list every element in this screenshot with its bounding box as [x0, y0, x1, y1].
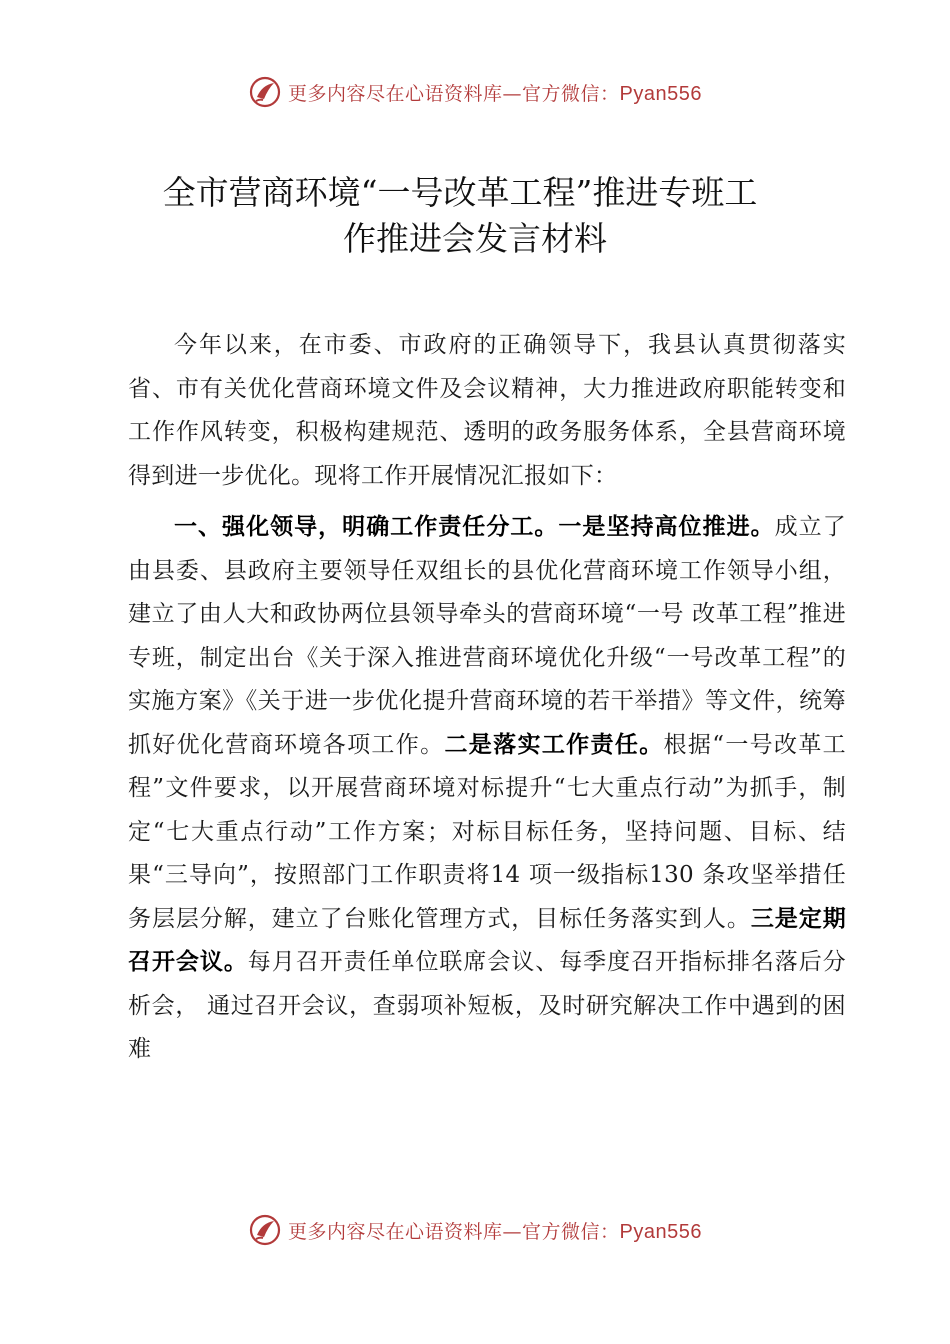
watermark-text: 更多内容尽在心语资料库—官方微信：Pyan556 [288, 1220, 702, 1243]
point-1-text: 成立了由县委、县政府主要领导任双组长的县优化营商环境工作领导小组，建立了由人大和政协两位县领导牵头的营商环境“一号 改革工程”推进专班，制定出台《关于深入推进营商环境优化升级“一号改革工程”的实施方案》《关于进一步优化提升营商环境的若干举措》等文件，统筹抓好优化营商环境各项工作。 [128, 514, 846, 758]
point-3-text: 每月召开责任单位联席会议、每季度召开指标排名落后分析会， 通过召开会议，查弱项补短板，及时研究解决工作中遇到的困难 [128, 949, 847, 1062]
watermark-banner-bottom [0, 1210, 950, 1250]
watermark-text: 更多内容尽在心语资料库—官方微信：Pyan556 [288, 82, 702, 105]
document-title [0, 170, 950, 262]
watermark-banner-top [0, 72, 950, 112]
intro-paragraph: 今年以来，在市委、市政府的正确领导下，我县认真贯彻落实省、市有关优化营商环境文件及会议精神，大力推进政府职能转变和工作作风转变，积极构建规范、透明的政务服务体系，全县营商环境得到进一步优化。现将工作开展情况汇报如下： [128, 332, 846, 489]
point-2-text: 根据“一号改革工程”文件要求，以开展营商环境对标提升“七大重点行动”为抓手，制定“七大重点行动”工作方案；对标目标任务，坚持问题、目标、结果“三导向”，按照部门工作职责将14 项一级指标130 条攻坚举措任务层层分解，建立了台账化管理方式，目标任务落实到人。 [128, 731, 846, 932]
point-1-heading: 一是坚持高位推进。 [558, 514, 775, 540]
point-2-heading: 二是落实工作责任。 [444, 731, 664, 758]
point-3-heading: 三是定期召开会议。 [128, 905, 846, 975]
section-1-heading: 一、强化领导，明确工作责任分工。 [174, 514, 559, 540]
section-1-paragraph [128, 506, 846, 1072]
document-body [128, 324, 846, 1072]
brush-logo-icon [248, 1213, 282, 1247]
title-line-2: 作推进会发言材料 [343, 219, 607, 258]
brush-logo-icon [248, 75, 282, 109]
title-line-1: 全市营商环境“一号改革工程”推进专班工 [162, 173, 758, 212]
